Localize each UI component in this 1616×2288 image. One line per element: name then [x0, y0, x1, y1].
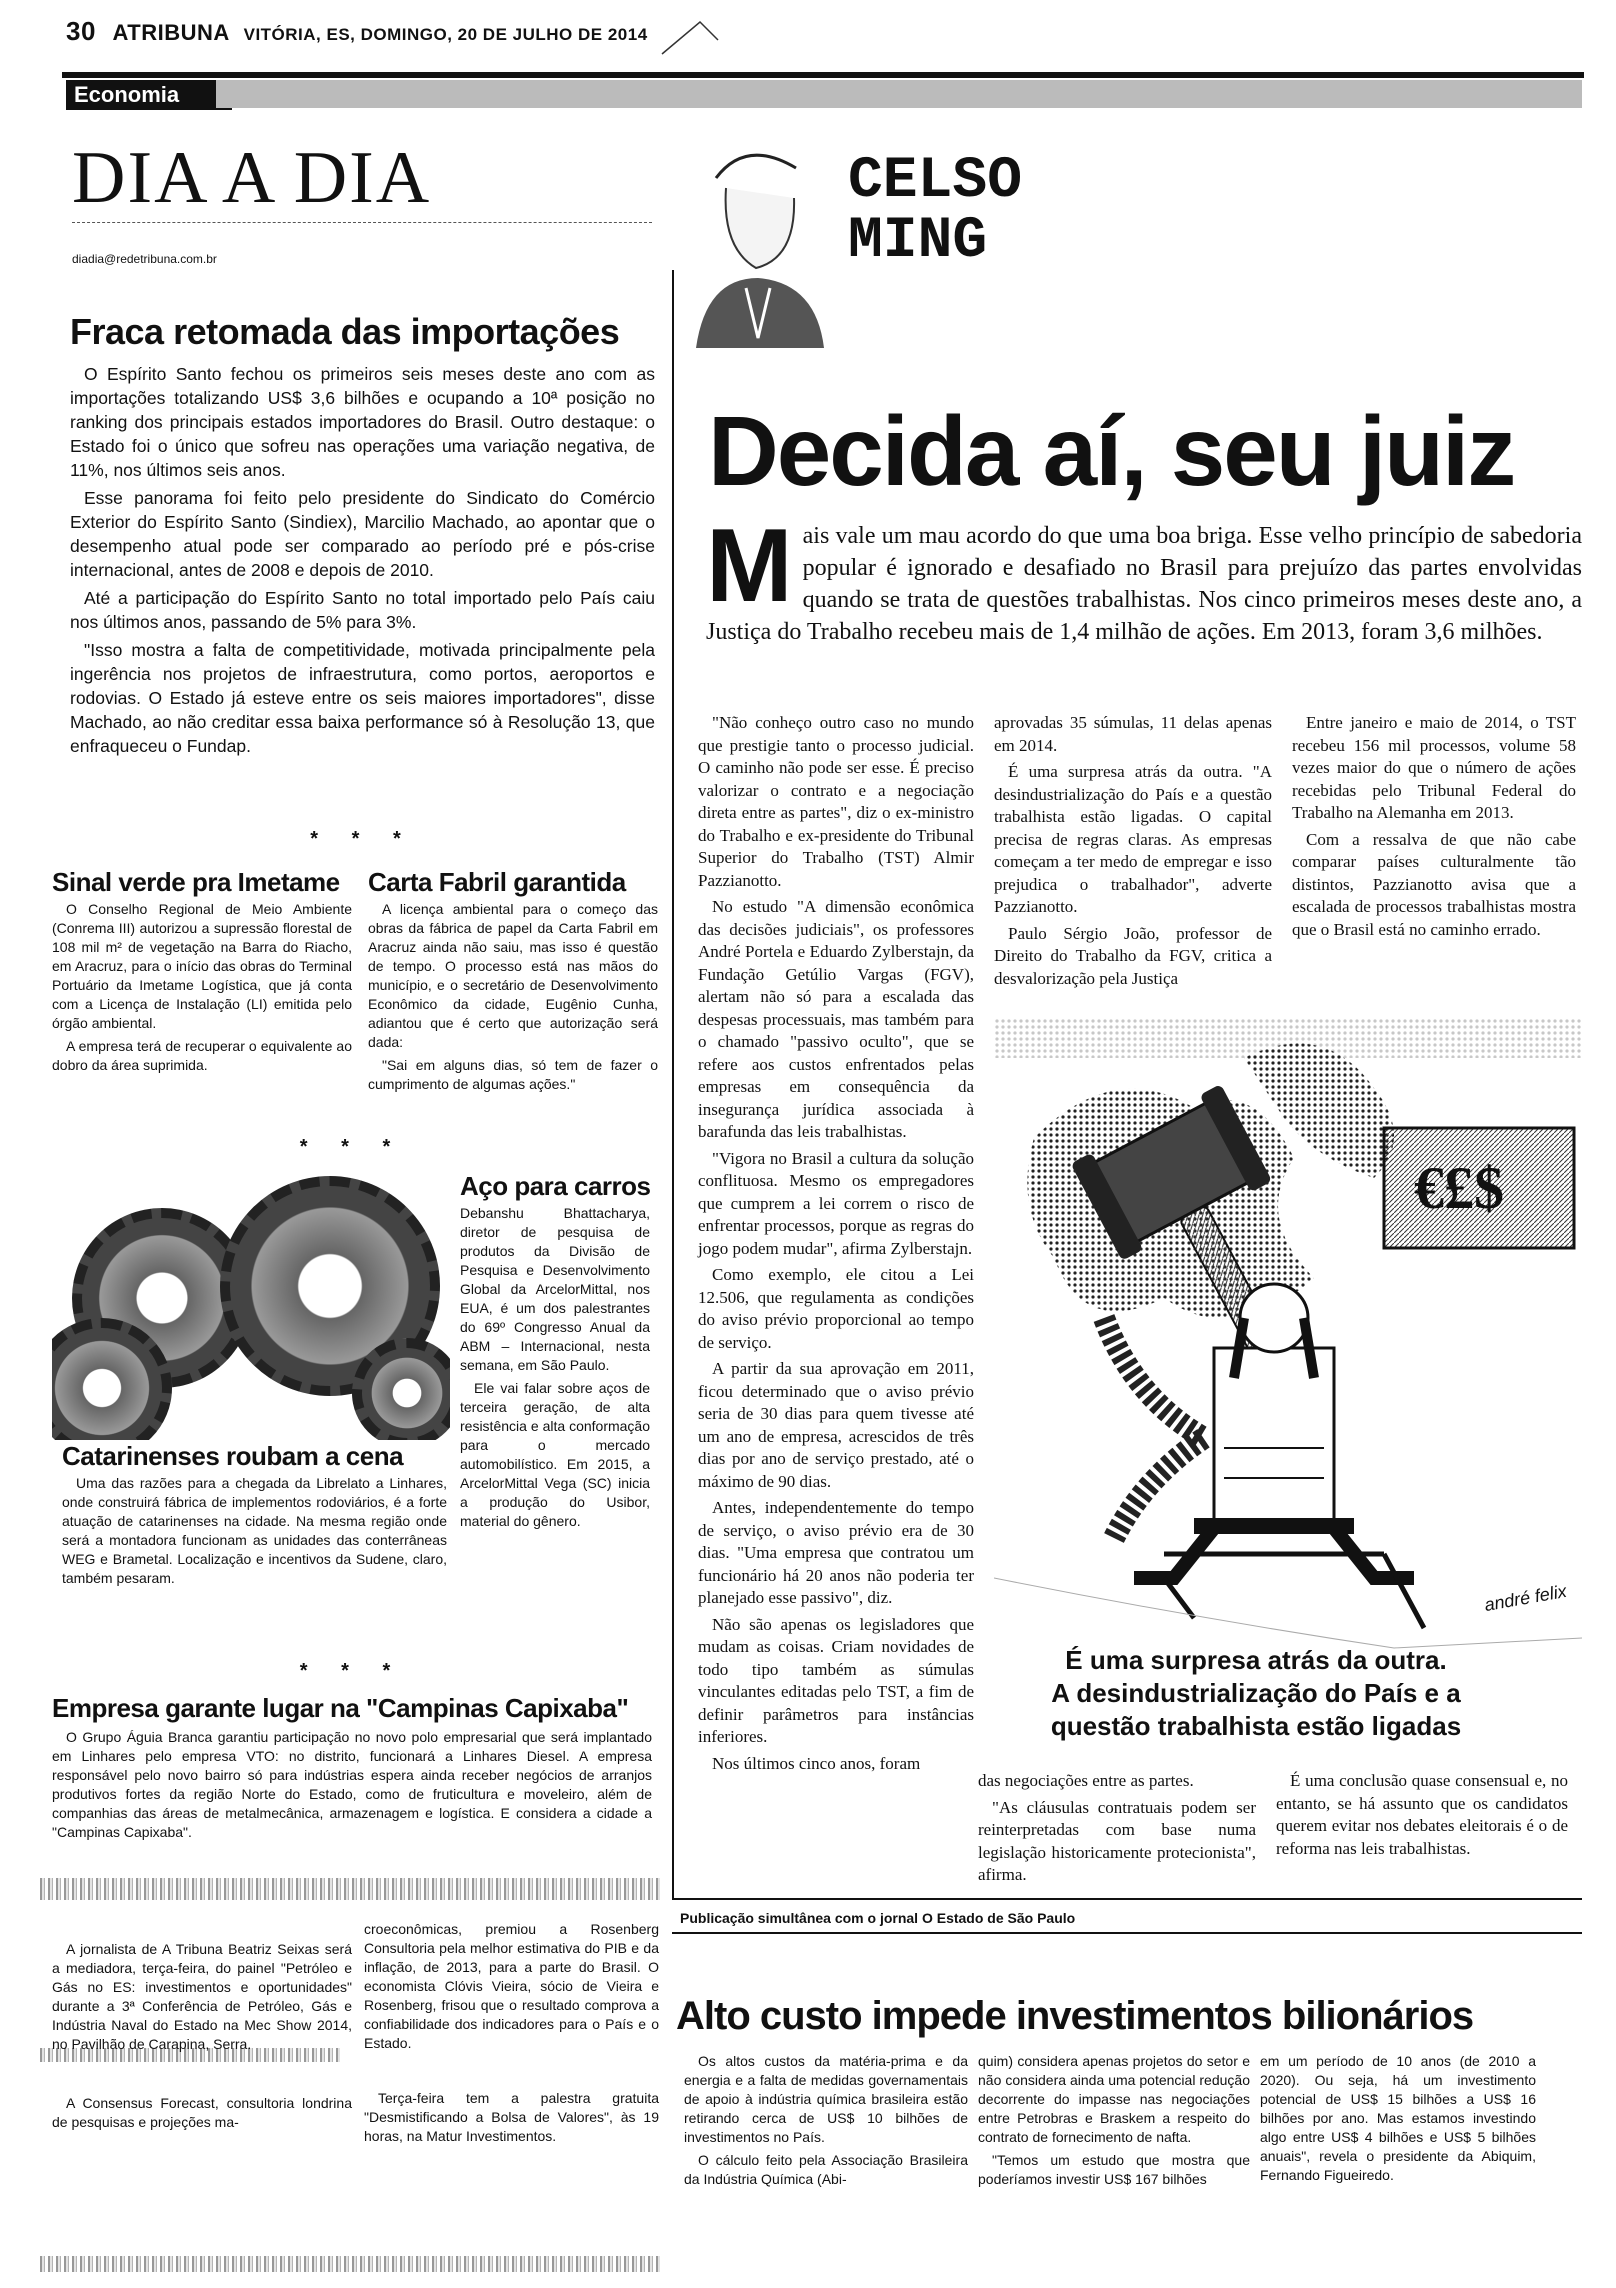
column-illustration — [994, 1018, 1582, 1654]
separator-stars: * * * — [310, 828, 415, 850]
paragraph: É uma surpresa atrás da outra. "A desindustrialização do País e a questão trabalhista estão ligadas. O capital precisa de regras claras. As empresas começam a ter medo de empregar e isso prejudica o trabalhador", adverte Pazzianotto. — [994, 762, 1272, 916]
paragraph: Ele vai falar sobre aços de terceira geração, de alta resistência e alta conformação para o mercado automobilístico. Em 2015, a ArcelorMittal Vega (SC) inicia a produção do Usibor, material do gênero. — [460, 1380, 650, 1529]
section-label: Economia — [66, 80, 232, 110]
paragraph: A partir da sua aprovação em 2011, ficou determinado que o aviso prévio seria de 30 dias para quem tivesse até um ano de empresa, acrescidos de três dias por ano de serviço prestado, até o máximo de 90 dias. — [698, 1359, 974, 1491]
author-first-name: CELSO — [848, 149, 1023, 214]
paragraph: Com a ressalva de que não cabe comparar países culturalmente tão distintos, Pazzianotto avisa que a escalada de processos trabalhistas mostra que o Brasil está no caminho errado. — [1292, 829, 1576, 939]
paragraph: "Sai em alguns dias, só tem de fazer o cumprimento de algumas ações." — [368, 1057, 658, 1092]
notes-col1 — [52, 1940, 352, 2136]
body-alto-custo-col1 — [684, 2052, 968, 2193]
lead-headline: Fraca retomada das importações — [70, 311, 620, 352]
illustration-signature: andré felix — [1482, 1580, 1569, 1616]
scan-mark-icon — [660, 18, 720, 58]
headline-alto-custo: Alto custo impede investimentos bilionários — [676, 1994, 1474, 2038]
paragraph: "As cláusulas contratuais podem ser reinterpretadas com base numa legislação historicamente protecionista", afirma. — [978, 1797, 1256, 1884]
column-text-col2-bottom — [978, 1770, 1256, 1891]
lead-body — [70, 362, 655, 762]
drop-cap: M — [706, 508, 793, 624]
body-aco — [460, 1204, 650, 1535]
paragraph: No estudo "A dimensão econômica das decisões judiciais", os professores André Portela e Eduardo Zylberstajn, da Fundação Getúlio Vargas (FGV), alertam não só para a escalada das despesas processuais, mas também para o chamado "passivo oculto", que se refere aos custos enfrentados pelas empresas em consequência da insegurança jurídica associada à barafunda das leis trabalhistas. — [698, 897, 974, 1141]
notes-col2 — [364, 1920, 659, 2150]
paragraph: "Vigora no Brasil a cultura da solução conflituosa. Mesmo os empregadores que cumprem a lei correm o risco de enfrentar processos, porque as regras do jogo podem mudar", afirma Zylberstajn. — [698, 1148, 974, 1258]
paragraph: Como exemplo, ele citou a Lei 12.506, que regulamenta as condições do aviso prévio proporcional ao tempo de serviço. — [698, 1265, 974, 1352]
column-headline: Decida aí, seu juiz — [708, 396, 1515, 506]
body-alto-custo-col3 — [1260, 2052, 1536, 2189]
paragraph: Paulo Sérgio João, professor de Direito do Trabalho da FGV, critica a desvalorização pela Justiça — [994, 923, 1272, 988]
separator-stars: * * * — [299, 1136, 405, 1158]
body-campinas — [52, 1728, 652, 1846]
pull-quote — [996, 1644, 1516, 1743]
headline-carta-fabril: Carta Fabril garantida — [368, 867, 626, 897]
body-carta-fabril — [368, 900, 658, 1098]
credit-rule-bottom — [672, 1932, 1582, 1934]
paragraph: Os altos custos da matéria-prima e da energia e a falta de medidas governamentais de apoio à indústria química brasileira estão retirando cerca de US$ 10 bilhões de investimentos no País. — [684, 2053, 968, 2145]
paragraph: A jornalista de A Tribuna Beatriz Seixas será a mediadora, terça-feira, do painel "Petróleo e Gás no ES: investimentos e oportunidades" durante a 3ª Conferência de Petróleo, Gás e Indústria Naval do Estado na Mec Show 2014, no Pavilhão de Carapina, Serra. — [52, 1941, 352, 2052]
column-text-col3-bottom — [1276, 1770, 1568, 1864]
paragraph: quim) considera apenas projetos do setor e não considera ainda uma potencial redução decorrente do impasse nas negociações entre Petrobras e Braskem a respeito do contrato de fornecimento de nafta. — [978, 2053, 1250, 2145]
page-number: 30 — [66, 16, 96, 46]
paragraph: Nos últimos cinco anos, foram — [712, 1753, 921, 1773]
body-sinal-verde — [52, 900, 352, 1079]
column-divider — [672, 270, 674, 1900]
title-rule — [72, 222, 652, 223]
separator-stars: * * * — [299, 1660, 405, 1682]
paragraph: A Consensus Forecast, consultoria londrina de pesquisas e projeções ma- — [52, 2095, 352, 2130]
paragraph: O Conselho Regional de Meio Ambiente (Conrema III) autorizou a supressão florestal de 108 mil m² de vegetação na Barra do Riacho, em Aracruz, para o início das obras do Terminal Portuário da Imetame Logística, que já conta com a Licença de Instalação (LI) emitida pelo órgão ambiental. — [52, 901, 352, 1031]
paragraph: É uma conclusão quase consensual e, no entanto, se há assunto que os candidatos querem evitar nos debates eleitorais é o de reforma nas leis trabalhistas. — [1276, 1771, 1568, 1858]
author-portrait — [686, 138, 830, 348]
paragraph: Esse panorama foi feito pelo presidente do Sindicato do Comércio Exterior do Espírito Santo (Sindiex), Marcilio Machado, ao apontar que o desempenho atual pode ser comparado ao período pré e pós-crise internacional, antes de 2008 e depois de 2010. — [70, 488, 655, 580]
paragraph: Uma das razões para a chegada da Librelato a Linhares, onde construirá fábrica de implementos rodoviários, é a forte atuação de catarinenses na cidade. Na mesma região onde será a montadora funcionam as unidades das conterrâneas WEG e Brametal. Localização e incentivos da Sudene, claro, também pesaram. — [62, 1475, 447, 1586]
author-last-name: MING — [848, 209, 988, 274]
body-alto-custo-col2 — [978, 2052, 1250, 2193]
paragraph: croeconômicas, premiou a Rosenberg Consultoria pela melhor estimativa do PIB e da inflação, de 2013, para a parte do Brasil. O economista Clóvis Vieira, sócio de Vieira e Rosenberg, frisou que o resultado comprova a confiabilidade dos indicadores para o País e o Estado. — [364, 1921, 659, 2051]
paragraph: Não são apenas os legisladores que mudam as coisas. Criam novidades de todo tipo também as súmulas vinculantes editadas pelo TST, a fim de definir parâmetros para instâncias inferiores. — [698, 1614, 974, 1746]
paragraph: das negociações entre as partes. — [978, 1771, 1194, 1790]
paragraph: Até a participação do Espírito Santo no total importado pelo País caiu nos últimos anos, passando de 5% para 3%. — [70, 588, 655, 632]
credit-rule — [672, 1898, 1582, 1900]
paragraph: "Não conheço outro caso no mundo que prestigie tanto o processo judicial. O caminho não pode ser esse. É preciso valorizar o contrato e a negociação direta entre as partes", diz o ex-ministro do Trabalho e ex-presidente do Tribunal Superior do Trabalho (TST) Almir Pazzianotto. — [698, 713, 974, 890]
pull-quote-line: questão trabalhista estão ligadas — [1050, 1711, 1462, 1741]
scan-noise — [40, 1878, 660, 1900]
column-text-col1 — [698, 712, 974, 1779]
paragraph: O Espírito Santo fechou os primeiros seis meses deste ano com as importações totalizando US$ 3,6 bilhões e ocupando a 10ª posição no ranking dos principais estados importadores do Brasil. Outro destaque: o Estado foi o único que sofreu nas operações uma variação negativa, de 11%, nos últimos seis anos. — [70, 364, 655, 480]
headline-catarinenses: Catarinenses roubam a cena — [62, 1441, 404, 1471]
paragraph: Debanshu Bhattacharya, diretor de pesquisa de produtos da Divisão de Pesquisa e Desenvolvimento Global da ArcelorMittal, nos EUA, é um dos palestrantes do 69º Congresso Anual da ABM – Internacional, nesta semana, em São Paulo. — [460, 1205, 650, 1373]
pull-quote-line: A desindustrialização do País e a — [1051, 1678, 1461, 1708]
contact-email: diadia@redetribuna.com.br — [72, 252, 217, 266]
paragraph: Entre janeiro e maio de 2014, o TST recebeu 156 mil processos, volume 58 vezes maior do que o número de ações recebidas pelo Tribunal Federal do Trabalho na Alemanha em 2013. — [1292, 713, 1576, 822]
paragraph: A empresa terá de recuperar o equivalente ao dobro da área suprimida. — [52, 1038, 352, 1073]
headline-aco: Aço para carros — [460, 1171, 651, 1201]
scan-noise — [40, 2256, 660, 2272]
column-text-col2 — [994, 712, 1272, 994]
paragraph: Terça-feira tem a palestra gratuita "Desmistificando a Bolsa de Valores", às 19 horas, na Matur Investimentos. — [364, 2090, 659, 2144]
paragraph: em um período de 10 anos (de 2010 a 2020). Ou seja, há um investimento potencial de US$ 15 bilhões a US$ 16 bilhões por ano. Mas estamos investindo algo entre US$ 4 bilhões e US$ 5 bilhões anuais", revela o presidente da Abiquim, Fernando Figueiredo. — [1260, 2053, 1536, 2183]
paragraph: "Isso mostra a falta de competitividade, motivada principalmente pela ingerência nos projetos de infraestrutura, como portos, aeroportos e rodovias. O Estado já esteve entre os seis maiores importadores", disse Machado, ao não creditar essa baixa performance só à Resolução 13, que enfraqueceu o Fundap. — [70, 640, 655, 756]
paragraph: "Temos um estudo que mostra que poderíamos investir US$ 167 bilhões — [978, 2152, 1250, 2187]
column-title: DIA A DIA — [72, 137, 432, 219]
paragraph: O Grupo Águia Branca garantiu participação no novo polo empresarial que será implantado em Linhares pelo empresa VTO: no distrito, funcionará a Linhares Diesel. A empresa responsável pelo novo bairro só para indústrias espera ainda receber negócios de arranjos produtivos fortes da região Norte do Estado, como de fruticultura e moveleiro, além de companhias das áreas de metalmecânica, armazenagem e logística. E considera a cidade a "Campinas Capixaba". — [52, 1729, 652, 1840]
paragraph: Antes, independentemente do tempo de serviço, o aviso prévio era de 30 dias. "Uma empresa que contratou um funcionário há 20 anos não poderia ter planejado esse passivo", diz. — [698, 1498, 974, 1607]
dateline: VITÓRIA, ES, DOMINGO, 20 DE JULHO DE 2014 — [243, 25, 648, 44]
page-header — [66, 16, 648, 47]
headline-campinas: Empresa garante lugar na "Campinas Capixaba" — [52, 1693, 629, 1723]
author-name — [848, 149, 1023, 274]
paragraph: O cálculo feito pela Associação Brasileira da Indústria Química (Abi- — [684, 2152, 968, 2187]
body-catarinenses — [62, 1474, 447, 1592]
paragraph: aprovadas 35 súmulas, 11 delas apenas em 2014. — [994, 713, 1272, 755]
column-lead — [706, 508, 1582, 648]
gears-illustration — [52, 1168, 450, 1440]
column-credit: Publicação simultânea com o jornal O Estado de São Paulo — [680, 1910, 1076, 1926]
header-rule — [62, 72, 1584, 78]
paragraph: A licença ambiental para o começo das obras da fábrica de papel da Carta Fabril em Aracruz ainda não saiu, mas isso é questão de tempo. O processo está nas mãos do município, e o secretário de Desenvolvimento Econômico da cidade, Eugênio Cunha, adiantou que é certo que autorização será dada: — [368, 901, 658, 1050]
svg-text:€£$: €£$ — [1414, 1155, 1504, 1221]
section-bar-fill — [216, 80, 1582, 108]
lead-text: ais vale um mau acordo do que uma boa briga. Esse velho princípio de sabedoria popular é ignorado e desafiado no Brasil para prejuízo das partes envolvidas quando se trata de questões trabalhistas. Nos cinco primeiros meses deste ano, a Justiça do Trabalho recebeu mais de 1,4 milhão de ações. Em 2013, foram 3,6 milhões. — [706, 523, 1582, 645]
paper-name: ATRIBUNA — [112, 20, 229, 45]
pull-quote-line: É uma surpresa atrás da outra. — [1065, 1645, 1447, 1675]
column-text-col3 — [1292, 712, 1576, 945]
headline-sinal-verde: Sinal verde pra Imetame — [52, 867, 340, 897]
